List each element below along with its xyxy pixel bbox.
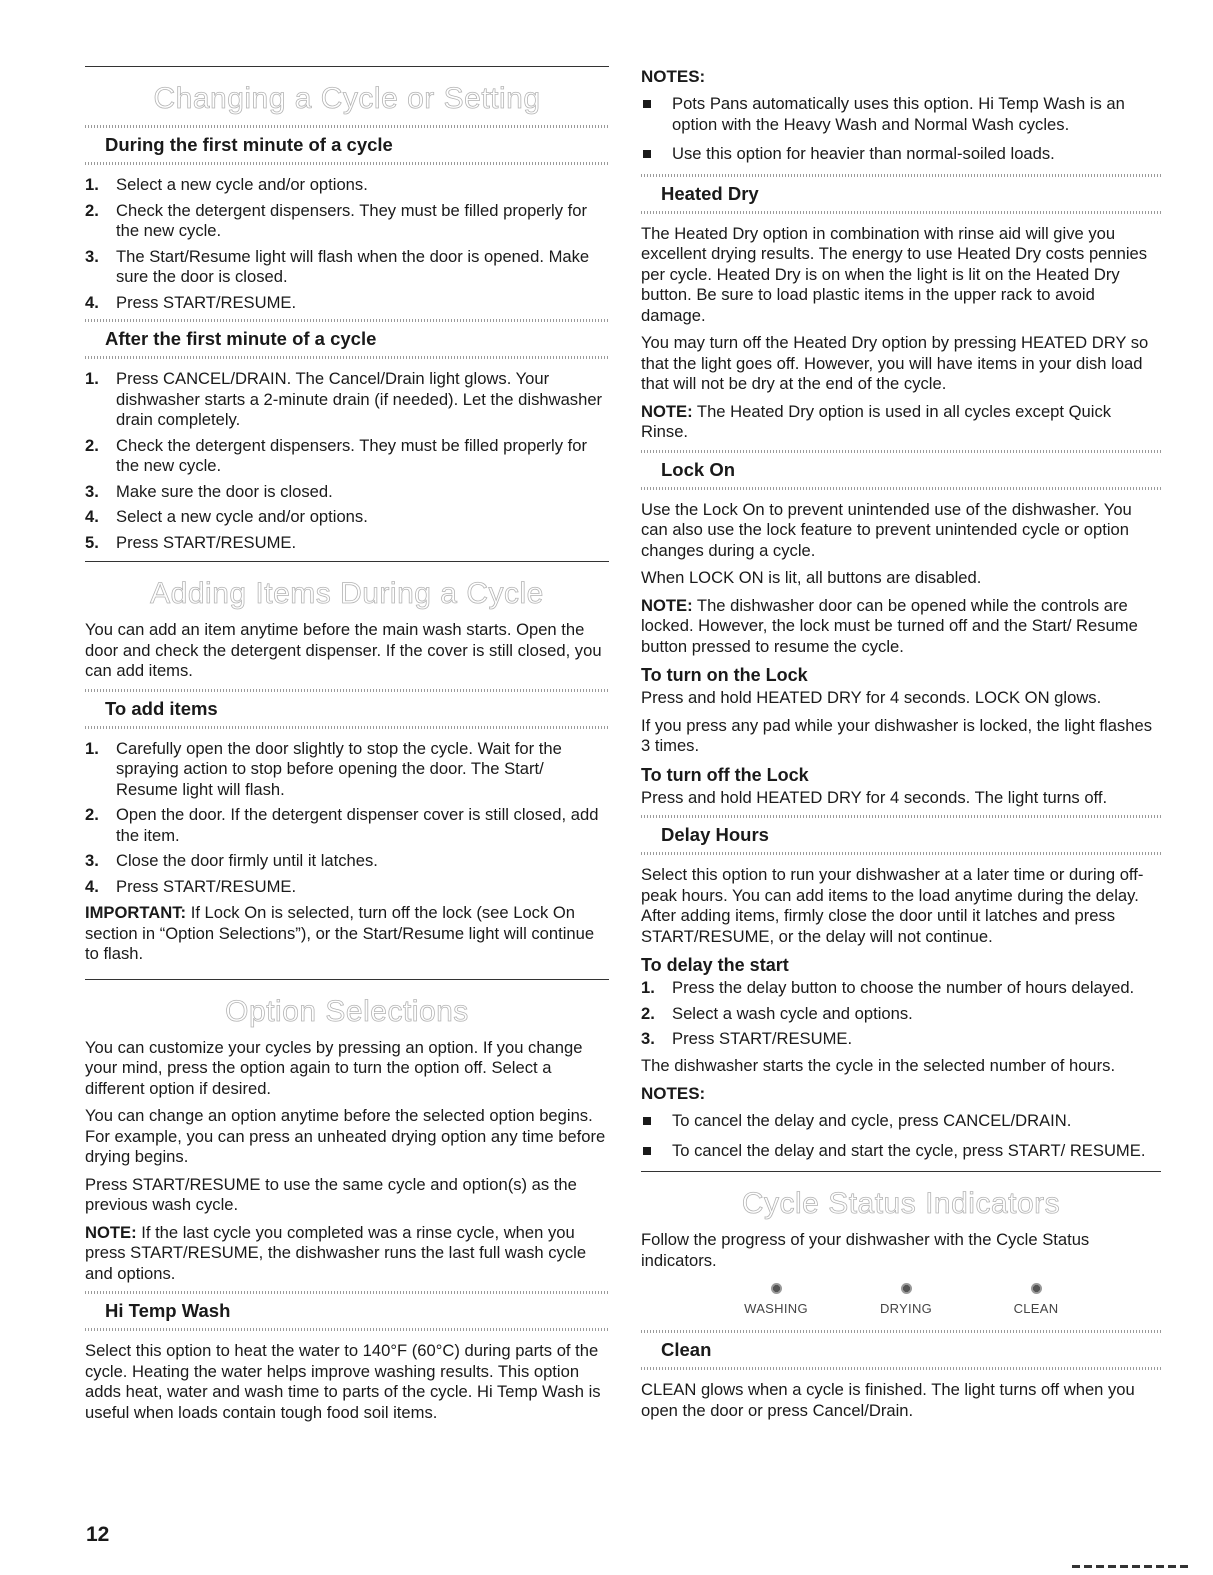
list-item: To cancel the delay and cycle, press CANCEL/DRAIN. xyxy=(641,1111,1161,1132)
during-steps-list xyxy=(85,175,609,313)
turn-on-lock-text: Press and hold HEATED DRY for 4 seconds. LOCK ON glows. xyxy=(641,688,1102,707)
status-intro: Follow the progress of your dishwasher with the Cycle Status indicators. xyxy=(641,1230,1090,1270)
section-rule xyxy=(85,66,609,67)
options-paragraph-1: You can customize your cycles by pressing an option. If you change your mind, press the option again to turn the option off. Select a different option if desired. xyxy=(85,1037,583,1098)
section-title-options: Option Selections xyxy=(225,994,469,1028)
list-item: Use this option for heavier than normal-soiled loads. xyxy=(641,144,1161,165)
delay-after-text: The dishwasher starts the cycle in the selected number of hours. xyxy=(641,1055,1116,1075)
list-item: 2. Open the door. If the detergent dispenser cover is still closed, add the item. xyxy=(85,805,599,845)
heading-hi-temp-wash: Hi Temp Wash xyxy=(85,1291,609,1331)
heading-during-first-minute: During the first minute of a cycle xyxy=(85,125,609,165)
left-column xyxy=(85,0,609,1430)
notes-label: NOTES: xyxy=(641,67,706,86)
hi-temp-text: Select this option to heat the water to 140°F (60°C) during parts of the cycle. Heating the water helps improve washing results. This option adds heat, water and wash time to parts of the cycle. Hi Temp Wash is useful when loads contain tough food soil items. xyxy=(85,1341,601,1422)
options-note: NOTE: If the last cycle you completed was a rinse cycle, when you press START/RESUME, the dishwasher runs the last full wash cycle and options. xyxy=(85,1222,587,1283)
heated-dry-paragraph-2: You may turn off the Heated Dry option by pressing HEATED DRY so that the light goes off. However, you will have items in your dish load that will not be dry at the end of the cycle. xyxy=(641,333,1149,393)
section-title-adding: Adding Items During a Cycle xyxy=(150,577,544,610)
heading-heated-dry: Heated Dry xyxy=(641,174,1161,214)
delay-notes-label: NOTES: xyxy=(641,1084,706,1103)
section-title-status: Cycle Status Indicators xyxy=(741,1187,1061,1220)
list-item: 4. Press START/RESUME. xyxy=(85,292,297,312)
list-item: 3. Close the door firmly until it latches. xyxy=(85,851,378,870)
indicator-light-icon xyxy=(1031,1283,1042,1294)
section-title-changing: Changing a Cycle or Setting xyxy=(153,82,541,115)
list-item: 1. Carefully open the door slightly to stop the cycle. Wait for the spraying action to stop before opening the door. The Start/ Resume light will flash. xyxy=(85,738,562,799)
add-items-steps-list xyxy=(85,739,609,898)
list-item: 3. The Start/Resume light will flash when the door is opened. Make sure the door is closed. xyxy=(85,246,590,286)
heading-turn-off-lock: To turn off the Lock xyxy=(641,764,809,785)
indicator-light-icon xyxy=(771,1283,782,1294)
heading-lock-on: Lock On xyxy=(641,450,1161,490)
after-steps-list xyxy=(85,369,609,553)
list-item: 2. Select a wash cycle and options. xyxy=(641,1003,913,1023)
list-item: To cancel the delay and start the cycle, press START/ RESUME. xyxy=(641,1141,1161,1162)
list-item: 3. Press START/RESUME. xyxy=(641,1029,853,1048)
heated-dry-note: NOTE: The Heated Dry option is used in all cycles except Quick Rinse. xyxy=(641,401,1112,441)
heading-clean: Clean xyxy=(641,1330,1161,1370)
footer-mark xyxy=(1072,1565,1192,1568)
heading-delay-start: To delay the start xyxy=(641,955,789,975)
heading-turn-on-lock: To turn on the Lock xyxy=(641,665,808,685)
heading-delay-hours: Delay Hours xyxy=(641,815,1161,855)
options-paragraph-2: You can change an option anytime before the selected option begins. For example, you can press an unheated drying option any time before drying begins. xyxy=(85,1106,606,1166)
adding-intro: You can add an item anytime before the main wash starts. Open the door and check the detergent dispenser. If the cover is still closed, you can add items. xyxy=(85,620,602,680)
indicator-clean: CLEAN xyxy=(991,1283,1081,1316)
list-item: 2. Check the detergent dispensers. They must be filled properly for the new cycle. xyxy=(85,200,588,240)
heading-after-first-minute: After the first minute of a cycle xyxy=(85,319,609,359)
delay-paragraph: Select this option to run your dishwasher at a later time or during off-peak hours. You can add items to the load anytime during the delay. After adding items, firmly close the door until it latches and press START/RESUME, or the delay will not continue. xyxy=(641,865,1144,946)
list-item: Pots Pans automatically uses this option. Hi Temp Wash is an option with the Heavy Wash and Normal Wash cycles. xyxy=(641,94,1161,135)
page-number: 12 xyxy=(86,1523,110,1546)
lock-paragraph-2: When LOCK ON is lit, all buttons are disabled. xyxy=(641,568,982,587)
indicator-washing: WASHING xyxy=(731,1283,821,1316)
list-item: 4. Press START/RESUME. xyxy=(85,876,297,896)
list-item: 1. Select a new cycle and/or options. xyxy=(85,175,368,194)
right-column xyxy=(641,0,1161,1428)
section-rule xyxy=(85,979,609,980)
list-item: 1. Press CANCEL/DRAIN. The Cancel/Drain light glows. Your dishwasher starts a 2-minute drain (if needed). Let the dishwasher drain completely. xyxy=(85,369,603,429)
turn-off-lock-text: Press and hold HEATED DRY for 4 seconds. The light turns off. xyxy=(641,787,1108,807)
indicator-light-icon xyxy=(901,1283,912,1294)
clean-text: CLEAN glows when a cycle is finished. The light turns off when you open the door or press Cancel/Drain. xyxy=(641,1380,1135,1420)
list-item: 5. Press START/RESUME. xyxy=(85,532,297,552)
indicator-drying: DRYING xyxy=(861,1283,951,1316)
delay-steps-list xyxy=(641,978,1161,1050)
section-rule xyxy=(641,1171,1161,1172)
locked-press-text: If you press any pad while your dishwasher is locked, the light flashes 3 times. xyxy=(641,715,1152,755)
heated-dry-paragraph-1: The Heated Dry option in combination with rinse aid will give you excellent drying results. The energy to use Heated Dry costs pennies per cycle. Heated Dry is on when the light is lit on the Heated Dry button. Be sure to load plastic items in the upper rack to avoid damage. xyxy=(641,223,1148,325)
section-rule xyxy=(85,561,609,562)
list-item: 1. Press the delay button to choose the number of hours delayed. xyxy=(641,978,1135,997)
list-item: 2. Check the detergent dispensers. They must be filled properly for the new cycle. xyxy=(85,435,588,475)
heading-to-add-items: To add items xyxy=(85,689,609,729)
list-item: 4. Select a new cycle and/or options. xyxy=(85,507,368,526)
options-paragraph-3: Press START/RESUME to use the same cycle and option(s) as the previous wash cycle. xyxy=(85,1174,577,1214)
delay-notes-list xyxy=(641,1111,1161,1161)
lock-paragraph-1: Use the Lock On to prevent unintended use of the dishwasher. You can also use the lock feature to prevent unintended cycle or option changes during a cycle. xyxy=(641,499,1132,560)
important-note: IMPORTANT: If Lock On is selected, turn off the lock (see Lock On section in “Option Selections”), or the Start/Resume light will continue to flash. xyxy=(85,903,595,963)
list-item: 3. Make sure the door is closed. xyxy=(85,481,333,501)
notes-list xyxy=(641,94,1161,165)
cycle-status-indicators xyxy=(641,1283,1161,1316)
lock-note: NOTE: The dishwasher door can be opened while the controls are locked. However, the lock must be turned off and the Start/ Resume button pressed to resume the cycle. xyxy=(641,595,1138,656)
